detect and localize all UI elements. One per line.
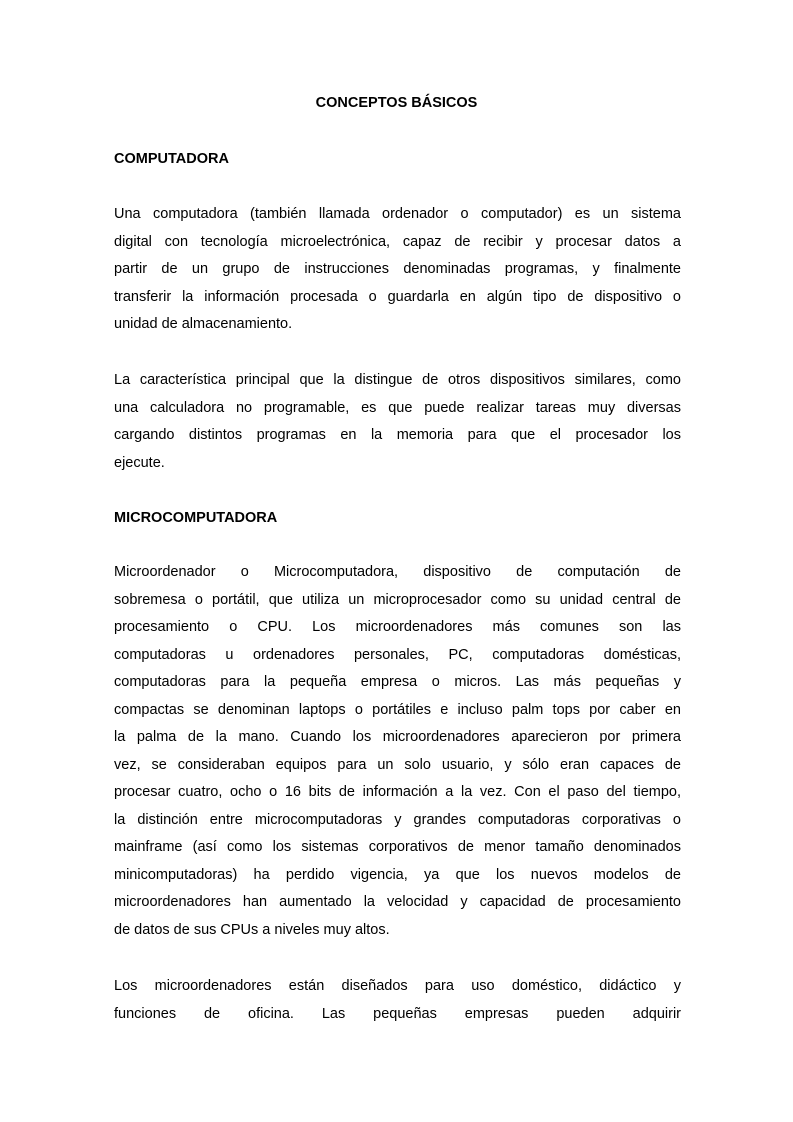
paragraph-line: digital con tecnología microelectrónica, capaz de recibir y procesar datos a [114, 233, 681, 250]
paragraph-line: Los microordenadores están diseñados para uso doméstico, didáctico y [114, 978, 681, 994]
section-heading-microcomputadora: MICROCOMPUTADORA [114, 510, 278, 526]
paragraph-microcomputadora-definition [114, 559, 681, 944]
paragraph-line: funciones de oficina. Las pequeñas empresas pueden adquirir [114, 1005, 681, 1022]
page-title: CONCEPTOS BÁSICOS [315, 95, 478, 111]
paragraph-microcomputadora-uses [114, 973, 681, 1028]
paragraph-line: sobremesa o portátil, que utiliza un microprocesador como su unidad central de [114, 591, 681, 608]
paragraph-line: unidad de almacenamiento. [114, 316, 293, 332]
paragraph-line: minicomputadoras) ha perdido vigencia, ya que los nuevos modelos de [114, 866, 681, 883]
paragraph-line: transferir la información procesada o guardarla en algún tipo de dispositivo o [114, 288, 681, 305]
paragraph-line: computadoras para la pequeña empresa o micros. Las más pequeñas y [114, 674, 681, 690]
section-heading-computadora: COMPUTADORA [114, 151, 229, 167]
paragraph-line: procesar cuatro, ocho o 16 bits de información a la vez. Con el paso del tiempo, [114, 784, 681, 800]
paragraph-line: Una computadora (también llamada ordenador o computador) es un sistema [114, 206, 681, 222]
paragraph-line: la distinción entre microcomputadoras y grandes computadoras corporativas o [114, 811, 681, 828]
paragraph-line: partir de un grupo de instrucciones denominadas programas, y finalmente [114, 261, 681, 277]
paragraph-line: microordenadores han aumentado la velocidad y capacidad de procesamiento [114, 894, 681, 910]
paragraph-line: compactas se denominan laptops o portátiles e incluso palm tops por caber en [114, 701, 681, 718]
paragraph-line: computadoras u ordenadores personales, PC, computadoras domésticas, [114, 646, 681, 663]
paragraph-line: mainframe (así como los sistemas corporativos de menor tamaño denominados [114, 839, 681, 855]
paragraph-line: procesamiento o CPU. Los microordenadores más comunes son las [114, 619, 681, 635]
paragraph-line: de datos de sus CPUs a niveles muy altos. [114, 921, 390, 938]
paragraph-line: cargando distintos programas en la memoria para que el procesador los [114, 427, 681, 443]
paragraph-line: ejecute. [114, 454, 165, 471]
paragraph-line: La característica principal que la distingue de otros dispositivos similares, como [114, 372, 681, 388]
paragraph-computadora-definition [114, 201, 681, 339]
paragraph-computadora-characteristic [114, 367, 681, 477]
paragraph-line: la palma de la mano. Cuando los microordenadores aparecieron por primera [114, 729, 681, 745]
paragraph-line: vez, se consideraban equipos para un solo usuario, y sólo eran capaces de [114, 756, 681, 773]
paragraph-line: una calculadora no programable, es que puede realizar tareas muy diversas [114, 399, 681, 416]
paragraph-line: Microordenador o Microcomputadora, dispositivo de computación de [114, 564, 681, 580]
